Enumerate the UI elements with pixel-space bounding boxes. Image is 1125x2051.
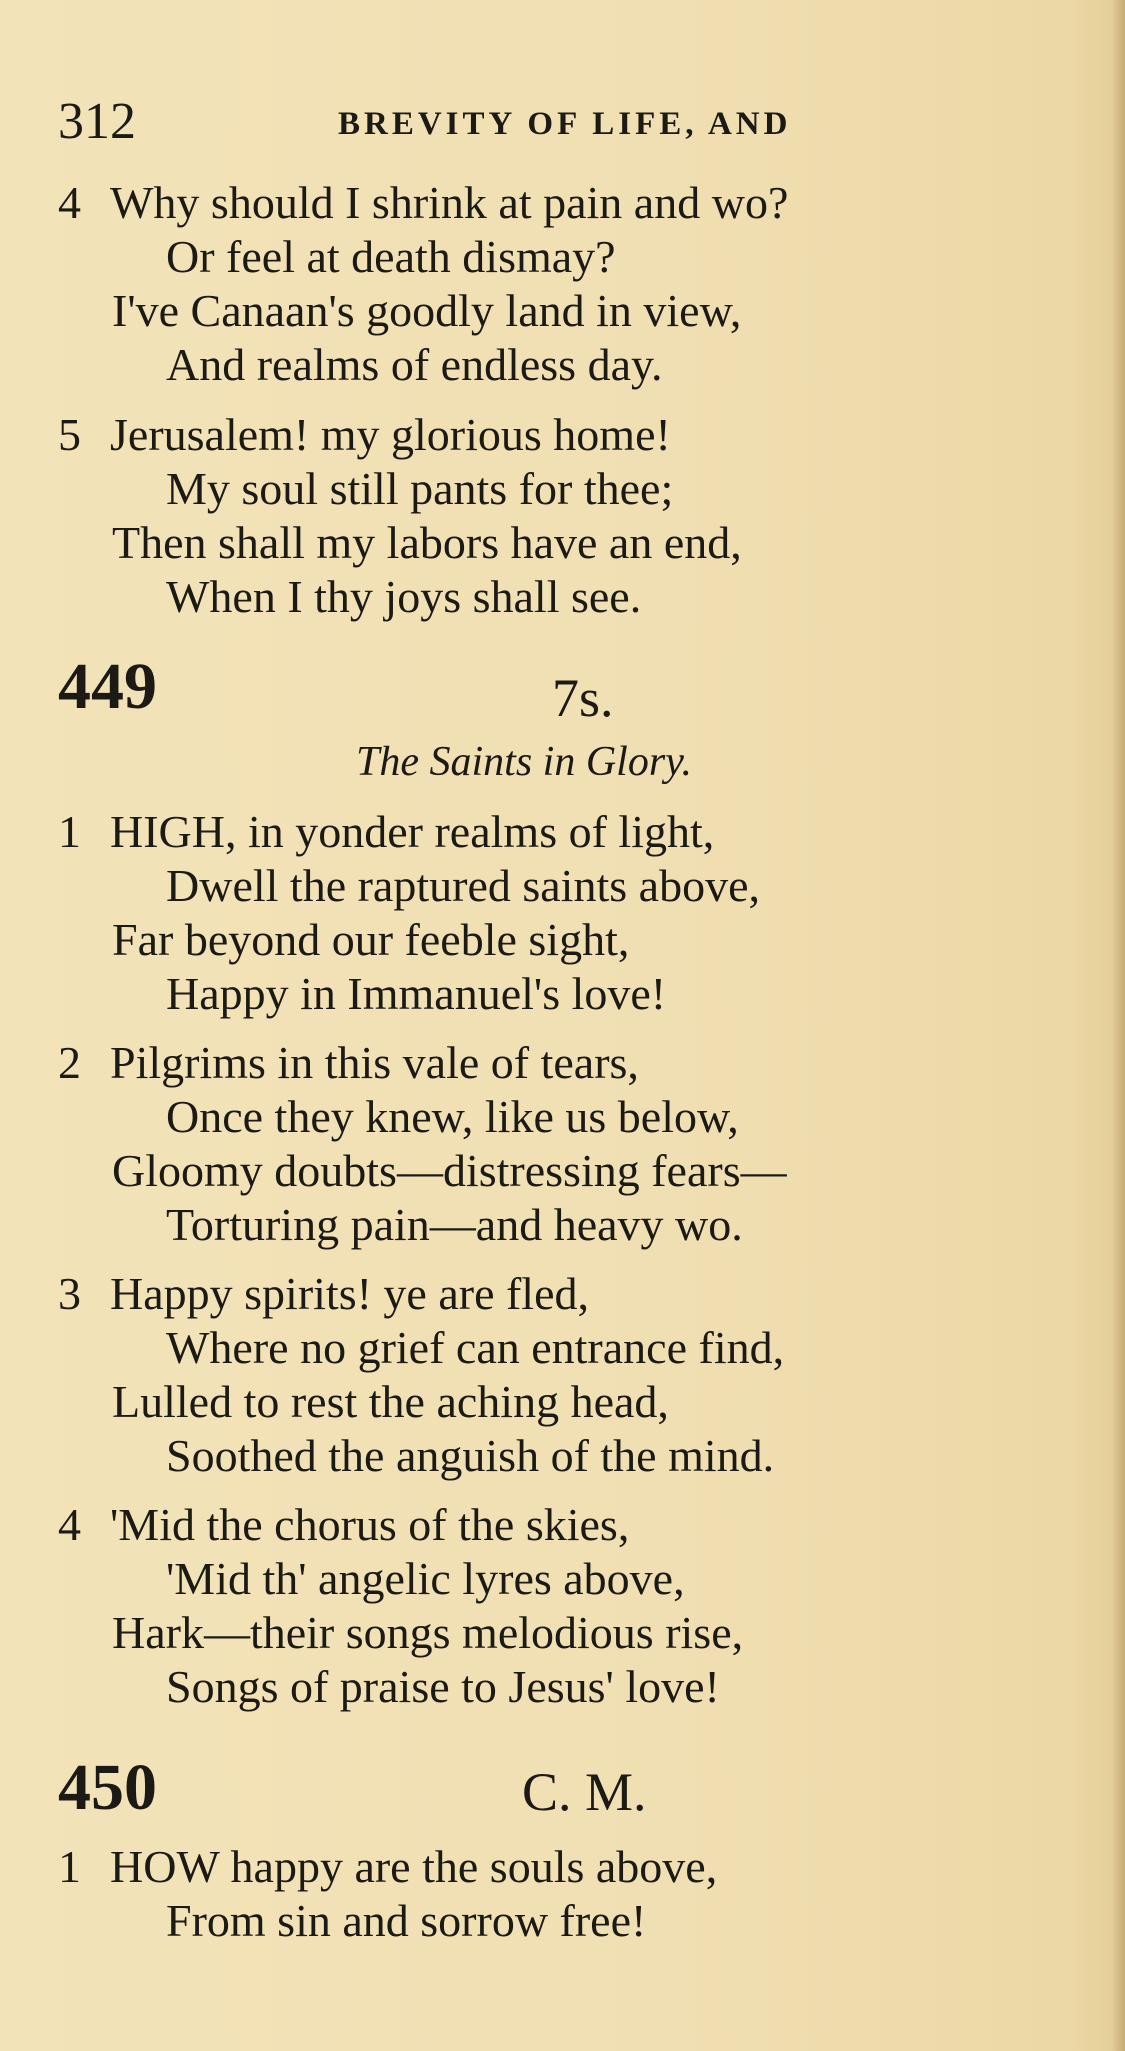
- verse-line: Far beyond our feeble sight,: [112, 914, 630, 965]
- verse-line: I've Canaan's goodly land in view,: [112, 285, 742, 336]
- hymn-number: 449: [58, 650, 157, 723]
- hymn-meter: C. M.: [522, 1762, 647, 1822]
- page-header: [58, 92, 1058, 152]
- verse-number: 4: [58, 177, 81, 228]
- hymn-meter: 7s.: [552, 668, 614, 728]
- verse-line: Happy in Immanuel's love!: [166, 968, 667, 1019]
- verse-line: Soothed the anguish of the mind.: [166, 1430, 775, 1481]
- verse-line: 4 Why should I shrink at pain and wo?: [58, 177, 789, 228]
- verse-line: Then shall my labors have an end,: [112, 517, 742, 568]
- verse-line: 4 'Mid the chorus of the skies,: [58, 1499, 630, 1550]
- verse-number: 1: [58, 806, 81, 857]
- verse-line: 5 Jerusalem! my glorious home!: [58, 409, 671, 460]
- hymn-number: 450: [58, 1751, 157, 1824]
- verse-line: Songs of praise to Jesus' love!: [166, 1661, 720, 1712]
- verse-line: 'Mid th' angelic lyres above,: [166, 1553, 685, 1604]
- verse-line: 2 Pilgrims in this vale of tears,: [58, 1037, 639, 1088]
- page-number: 312: [58, 93, 136, 150]
- running-head: BREVITY OF LIFE, AND: [338, 106, 792, 142]
- verse-line: 1 HIGH, in yonder realms of light,: [58, 806, 715, 857]
- verse-line: When I thy joys shall see.: [166, 571, 642, 622]
- verse-line: My soul still pants for thee;: [166, 463, 674, 514]
- verse-line: Hark—their songs melodious rise,: [112, 1607, 744, 1658]
- verse-number: 1: [58, 1841, 81, 1892]
- verse-line: Gloomy doubts—distressing fears—: [112, 1145, 787, 1196]
- verse-number: 3: [58, 1268, 81, 1319]
- verse-line: Torturing pain—and heavy wo.: [166, 1199, 743, 1250]
- verse-line: Once they knew, like us below,: [166, 1091, 739, 1142]
- hymn-title: The Saints in Glory.: [356, 739, 693, 785]
- verse-number: 4: [58, 1499, 81, 1550]
- verse-line: Lulled to rest the aching head,: [112, 1376, 669, 1427]
- verse-line: And realms of endless day.: [166, 339, 663, 390]
- verse-line: Or feel at death dismay?: [166, 231, 616, 282]
- page-edge-shadow: [1111, 0, 1125, 2051]
- verse-line: 3 Happy spirits! ye are fled,: [58, 1268, 590, 1319]
- verse-line: 1 HOW happy are the souls above,: [58, 1841, 718, 1892]
- verse-line: From sin and sorrow free!: [166, 1895, 647, 1946]
- verse-number: 2: [58, 1037, 81, 1088]
- verse-number: 5: [58, 409, 81, 460]
- verse-line: Where no grief can entrance find,: [166, 1322, 785, 1373]
- verse-line: Dwell the raptured saints above,: [166, 860, 760, 911]
